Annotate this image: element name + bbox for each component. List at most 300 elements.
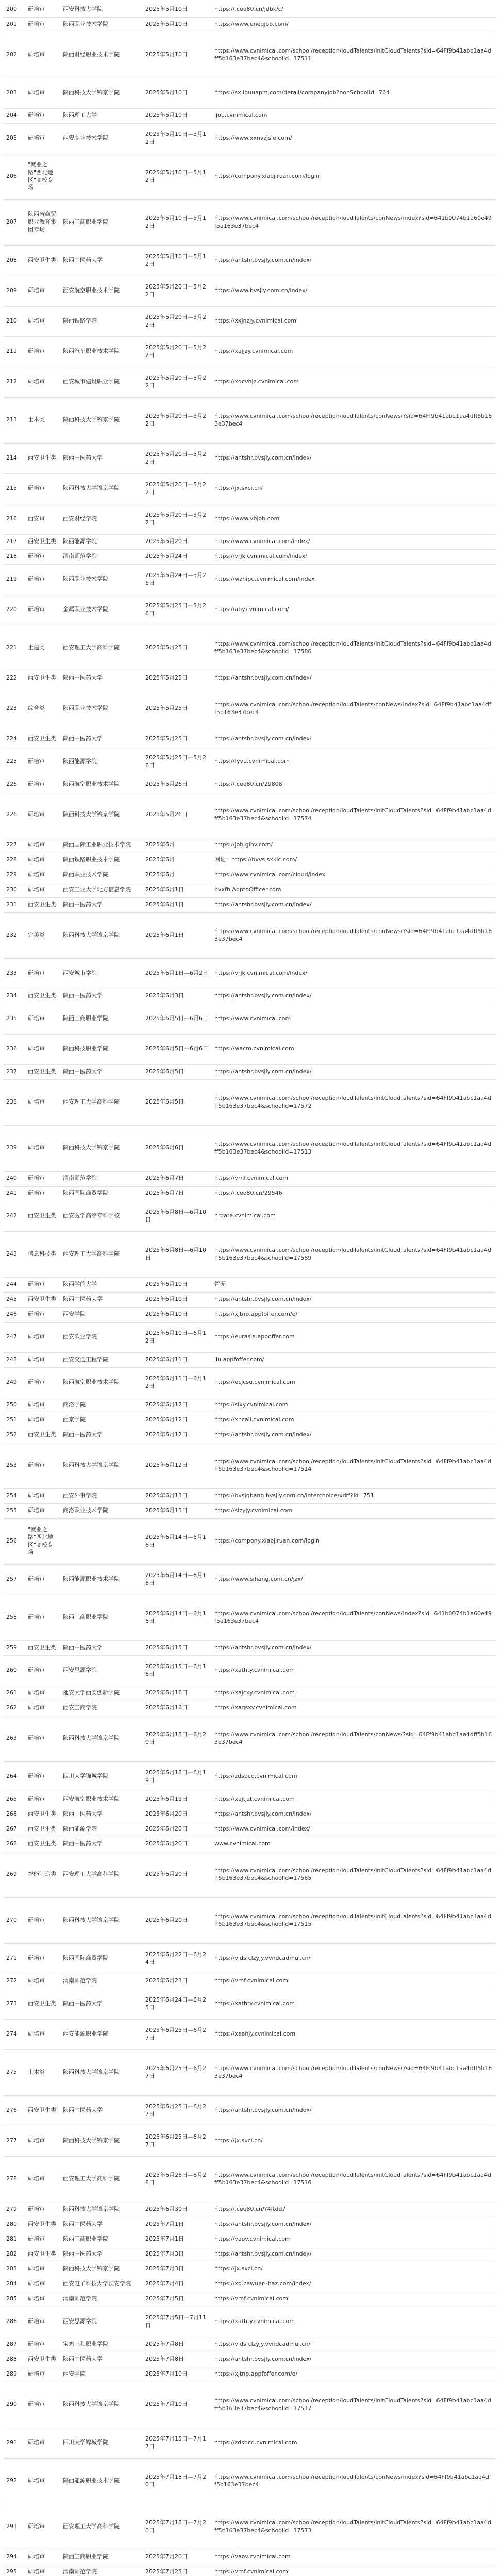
row-school: 西安科技大学院 (60, 2, 142, 17)
row-link[interactable]: https://xathty.cvnimical.com (211, 2307, 496, 2337)
row-link[interactable]: https://vidsfclzyjy.vvndcadmui.cn/ (211, 2337, 496, 2352)
row-link[interactable]: https://jx.sxci.cn/ (211, 2262, 496, 2277)
row-time: 2025年5月20日—5月22日 (142, 367, 211, 397)
row-time: 2025年6月20日 (142, 1837, 211, 1852)
row-link[interactable]: https://www.cvnimical.com/school/reception/loudTalents/conNews/?sid=64Ff9b41abc1aa4dff5b163e37bec4 (211, 2049, 496, 2095)
row-number: 205 (3, 123, 25, 154)
row-link[interactable]: https://xqcvhjz.cvnimical.com (211, 367, 496, 397)
row-category: 研培审 (25, 276, 60, 306)
row-category: 西安卫生类 (25, 1292, 60, 1307)
row-number: 284 (3, 2277, 25, 2292)
row-link[interactable]: https://xajcxy.cvnimical.com (211, 1686, 496, 1701)
row-number: 210 (3, 306, 25, 336)
row-school: 商洛学院 (60, 1398, 142, 1413)
row-school: 西安城市建设职业学院 (60, 367, 142, 397)
table-row (3, 2049, 496, 2095)
row-school: 陕西科技大学镐京学院 (60, 1443, 142, 1488)
row-category: 研培审 (25, 2232, 60, 2247)
row-category: 研培审 (25, 595, 60, 625)
row-link[interactable]: https://www.cvnimical.com/school/reception/loudTalents/conNews/index?sid=64Ff9b41abc1aa4dff5b163e37bec4 (211, 686, 496, 732)
table-row (3, 1518, 496, 1564)
table-row (3, 732, 496, 747)
table-row (3, 1064, 496, 1079)
row-time: 2025年6月12日 (142, 1413, 211, 1428)
row-link[interactable]: https://www.cvnimical.com/school/reception/loudTalents/initCloudTalents?sid=64Ff9b41abc1aa4dff5b163e37bec4&schoolId=17514 (211, 1443, 496, 1488)
row-school: 陕西中医药大学 (60, 989, 142, 1004)
row-school: 四川大学锦城学院 (60, 2428, 142, 2458)
row-time: 2025年6月7日 (142, 1171, 211, 1186)
row-link[interactable]: https://xxjnzjy.cvnimical.com (211, 306, 496, 336)
row-school: 陕西职业技术学院 (60, 17, 142, 32)
row-link[interactable]: https://xd.cawuer--haz.com/index/ (211, 2277, 496, 2292)
row-school: 渭南师范学院 (60, 2292, 142, 2307)
row-number: 248 (3, 1352, 25, 1367)
row-school: 四川大学锦城学院 (60, 1761, 142, 1792)
table-row (3, 1852, 496, 1897)
row-link[interactable]: 网址：https://bvvs.sxkic.com/ (211, 853, 496, 868)
row-time: 2025年5月24日—5月26日 (142, 564, 211, 595)
row-link[interactable]: https://zdsbcd.cvnimical.com (211, 2428, 496, 2458)
row-link[interactable]: https://www.cvnimical.com/school/reception/loudTalents/initCloudTalents?sid=64Ff9b41abc1aa4dff5b163e37bec4&schoolId=17516 (211, 2156, 496, 2202)
row-school: 陕西科技大学镐京学院 (60, 78, 142, 108)
row-time: 2025年6月 (142, 838, 211, 853)
row-link[interactable]: https://www.cvnimical.com/school/reception/loudTalents/conNews/?sid=64Ff9b41abc1aa4dff5b163e37bec4 (211, 1716, 496, 1761)
row-link[interactable]: https://vrnf.cvnimical.com (211, 1171, 496, 1186)
row-link[interactable]: https://fyvu.cvnimical.com (211, 747, 496, 777)
table-row (3, 17, 496, 32)
row-time: 2025年5月10日—5月12日 (142, 123, 211, 154)
row-category: 研培审 (25, 564, 60, 595)
row-time: 2025年5月20日—5月22日 (142, 306, 211, 336)
row-time: 2025年6月10日 (142, 1307, 211, 1322)
row-time: 2025年7月25日 (142, 2565, 211, 2576)
row-link[interactable]: https://xaahjy.cvnimical.com (211, 2019, 496, 2049)
row-school: 西安理工大学高科学院 (60, 625, 142, 671)
row-link[interactable]: https://www.cvnimical.com/school/reception/loudTalents/initCloudTalents?sid=64Ff9b41abc1aa4dff5b163e37bec4&schoolId=17511 (211, 32, 496, 78)
row-time: 2025年5月10日 (142, 108, 211, 123)
table-row (3, 154, 496, 199)
row-number: 282 (3, 2247, 25, 2262)
row-link[interactable]: https://xjtnp.appfoffer.com/e/ (211, 1307, 496, 1322)
row-link[interactable]: https://www.cvnimical.com/school/reception/loudTalents/conNews/?sid=64Ff9b41abc1aa4dff5b163e37bec4 (211, 912, 496, 958)
row-link[interactable]: https://aby.cvnimical.com/ (211, 595, 496, 625)
row-category: 研培审 (25, 2156, 60, 2202)
row-category: 研培审 (25, 306, 60, 336)
row-category: 研培审 (25, 1125, 60, 1171)
row-school: 陕西工商职业学院 (60, 2232, 142, 2247)
row-school: 陕西国际商贸学院 (60, 1943, 142, 1974)
row-number: 272 (3, 1974, 25, 1989)
row-link[interactable]: https://wzhipu.cvnimical.com/index (211, 564, 496, 595)
table-row (3, 2367, 496, 2382)
row-link[interactable]: https://antshr.bvsjly.com.cn/index/ (211, 1064, 496, 1079)
row-category: 西安卫生类 (25, 732, 60, 747)
row-link[interactable]: https://zdsbcd.cvnimical.com (211, 1761, 496, 1792)
row-number: 225 (3, 747, 25, 777)
row-number: 203 (3, 78, 25, 108)
row-school: 陕西科技大学镐京学院 (60, 912, 142, 958)
row-time: 2025年6月6日 (142, 1125, 211, 1171)
table-row (3, 2565, 496, 2576)
row-time: 2025年6月25日—6月27日 (142, 2126, 211, 2156)
row-time: 2025年6月20日 (142, 1897, 211, 1943)
row-link[interactable]: https://www.vbjob.com (211, 504, 496, 534)
row-link[interactable]: https://www.cvnimical.com (211, 1004, 496, 1034)
row-link[interactable]: https://xjtnp.appfoffer.com/e/ (211, 2367, 496, 2382)
row-category: 西安卫生类 (25, 1640, 60, 1655)
row-time: 2025年6月1日—6月2日 (142, 958, 211, 989)
row-link[interactable]: https://www.cvnimical.com/school/reception/loudTalents/initCloudTalents?sid=64Ff9b41abc1aa4dff5b163e37bec4&schoolId=17515 (211, 1897, 496, 1943)
row-school: 西安财经学院 (60, 504, 142, 534)
row-number: 295 (3, 2565, 25, 2576)
row-category: 研培审 (25, 1792, 60, 1807)
row-school: 陕西科技大学镐京学院 (60, 792, 142, 838)
row-school: 陕西科技大学镐京学院 (60, 473, 142, 504)
row-link[interactable]: https://.ceo80.cn/?4ftdd7 (211, 2202, 496, 2217)
row-link[interactable]: hrgate.cvnimical.com (211, 1201, 496, 1231)
row-category: 研培审 (25, 1503, 60, 1518)
row-number: 247 (3, 1322, 25, 1352)
row-link[interactable]: https://compony.xiaojiruan.com/login (211, 1518, 496, 1564)
row-link[interactable]: https://xncall.cvnimical.com (211, 1413, 496, 1428)
row-link[interactable]: https://www.cvnimical.com/cloud/index (211, 868, 496, 883)
row-school: 商洛职业技术学院 (60, 1503, 142, 1518)
row-category: 研培审 (25, 1307, 60, 1322)
row-category: 研培审 (25, 1079, 60, 1125)
table-row (3, 1034, 496, 1064)
row-time: 2025年6月23日 (142, 1974, 211, 1989)
row-link[interactable]: https://.ceo80.cn/29808 (211, 777, 496, 792)
row-link[interactable]: https://antshr.bvsjly.com.cn/index/ (211, 897, 496, 912)
row-link[interactable]: https://antshr.bvsjly.com.cn/index/ (211, 989, 496, 1004)
row-link[interactable]: https://www.cvnimical.com/school/reception/loudTalents/initCloudTalents?sid=64Ff9b41abc1aa4dff5b163e37bec4&schoolId=17589 (211, 1231, 496, 1277)
row-category: 研培审 (25, 883, 60, 897)
row-school: 陕西能源职业技术学院 (60, 1564, 142, 1595)
row-number: 285 (3, 2292, 25, 2307)
row-category: 研培审 (25, 2292, 60, 2307)
row-school (60, 1518, 142, 1564)
table-row (3, 1231, 496, 1277)
table-row (3, 912, 496, 958)
row-link[interactable]: https://antshr.bvsjly.com.cn/index/ (211, 245, 496, 276)
row-link[interactable]: https://xajjzy.cvnimical.com (211, 336, 496, 367)
row-link[interactable]: https://www.cvnimical.com/school/reception/loudTalents/initCloudTalents?sid=64Ff9b41abc1aa4dff5b163e37bec4&schoolId=17586 (211, 625, 496, 671)
row-link[interactable]: https://www.cvnimical.com/school/reception/loudTalents/initCloudTalents?sid=64Ff9b41abc1aa4dff5b163e37bec4&schoolId=17513 (211, 1125, 496, 1171)
row-time: 2025年5月20日—5月22日 (142, 397, 211, 443)
row-link[interactable]: https://.ceo80.cn/29546 (211, 1186, 496, 1201)
row-category: 研培审 (25, 1322, 60, 1352)
row-link[interactable]: https://bvsjgbang.bvsjly.com.cn/interchoice/xdtf?id=751 (211, 1488, 496, 1503)
row-time: 2025年6月20日 (142, 1822, 211, 1837)
row-link[interactable]: https://ecjcsu.cvnimical.com (211, 1367, 496, 1398)
row-link[interactable]: https://vrjk.cvnimical.com/index/ (211, 958, 496, 989)
row-category: 研培审 (25, 1352, 60, 1367)
row-time: 2025年5月25日 (142, 686, 211, 732)
row-link[interactable]: https://www.xxnvzjsie.com/ (211, 123, 496, 154)
row-category: 土木类 (25, 397, 60, 443)
row-category: 研培审 (25, 78, 60, 108)
row-category: 研培审 (25, 1004, 60, 1034)
row-number: 259 (3, 1640, 25, 1655)
row-time: 2025年6月14日—6月16日 (142, 1564, 211, 1595)
table-row (3, 2352, 496, 2367)
row-number: 268 (3, 1837, 25, 1852)
row-school: 陕西工商职业学院 (60, 1004, 142, 1034)
row-category: 研培审 (25, 1686, 60, 1701)
row-category: 研培审 (25, 1701, 60, 1716)
table-row (3, 686, 496, 732)
row-link[interactable]: https://slxy.cvnimical.com (211, 1398, 496, 1413)
row-school: 陕西中医药大学 (60, 245, 142, 276)
row-link[interactable]: https://antshr.bvsjly.com.cn/index/ (211, 1640, 496, 1655)
row-number: 236 (3, 1034, 25, 1064)
row-time: 2025年6月26日—6月28日 (142, 2156, 211, 2202)
row-school: 陕西国际工业职业技术学院 (60, 838, 142, 853)
table-row (3, 838, 496, 853)
row-number: 261 (3, 1686, 25, 1701)
row-time: 2025年7月10日 (142, 2382, 211, 2428)
row-link[interactable]: https://eurasia.appoffer.com (211, 1322, 496, 1352)
row-link[interactable]: https://www.cvnimical.com/school/reception/loudTalents/conNews/index?sid=641b0074b1a60e49f5a163e37bec4 (211, 1595, 496, 1640)
row-time: 2025年6月16日 (142, 1686, 211, 1701)
row-link[interactable]: https://www.cvnimical.com/school/reception/loudTalents/initCloudTalents?sid=64Ff9b41abc1aa4dff5b163e37bec4&schoolId=17565 (211, 1852, 496, 1897)
row-category: 综合类 (25, 686, 60, 732)
row-time: 2025年6月14日—6月16日 (142, 1595, 211, 1640)
row-time: 2025年5月26日 (142, 792, 211, 838)
row-time: 2025年5月24日 (142, 549, 211, 564)
row-link[interactable]: https://www.cvnimical.com/school/reception/loudTalents/conNews/?sid=64Ff9b41abc1aa4dff5b163e37bec4 (211, 397, 496, 443)
row-link[interactable]: https://antshr.bvsjly.com.cn/index/ (211, 443, 496, 473)
row-link[interactable]: bvxfb.ApptoOfficer.com (211, 883, 496, 897)
row-time: 2025年5月20日—5月22日 (142, 276, 211, 306)
row-category: 西安卫生类 (25, 1064, 60, 1079)
row-time: 2025年6月10日 (142, 1277, 211, 1292)
row-link[interactable]: https://antshr.bvsjly.com.cn/index/ (211, 1292, 496, 1307)
row-link[interactable]: https://sx.iguuapm.com/detail/companyJob?nonSchoolId=764 (211, 78, 496, 108)
row-link[interactable]: https://xagsxy.cvnimical.com (211, 1701, 496, 1716)
row-time: 2025年5月10日 (142, 17, 211, 32)
row-link[interactable]: https://www.cvnimical.com/school/reception/loudTalents/initCloudTalents?sid=64Ff9b41abc1aa4dff5b163e37bec4&schoolId=17573 (211, 2504, 496, 2550)
row-number: 290 (3, 2382, 25, 2428)
table-row (3, 1716, 496, 1761)
table-row (3, 1488, 496, 1503)
row-school: 陕西理工大学 (60, 108, 142, 123)
row-link[interactable]: https://slzyjy.cvnimical.com (211, 1503, 496, 1518)
row-number: 217 (3, 534, 25, 549)
table-row (3, 1428, 496, 1443)
table-row (3, 2382, 496, 2428)
table-row (3, 306, 496, 336)
row-link[interactable]: https://vidsfclzyjy.vvndcadmui.cn/ (211, 1943, 496, 1974)
row-link[interactable]: https://www.eneqjob.com/ (211, 17, 496, 32)
row-link[interactable]: https://jx.sxci.cn/ (211, 473, 496, 504)
table-row (3, 336, 496, 367)
row-number: 283 (3, 2262, 25, 2277)
row-link[interactable]: https://www.cvnimical.com/school/reception/loudTalents/initCloudTalents?sid=64Ff9b41abc1aa4dff5b163e37bec4&schoolId=17574 (211, 792, 496, 838)
row-category: 研培审 (25, 1488, 60, 1503)
table-row (3, 397, 496, 443)
row-time: 2025年6月11日—6月12日 (142, 1367, 211, 1398)
row-time: 2025年6月12日 (142, 1428, 211, 1443)
row-link[interactable]: https://vrnf.cvnimical.com (211, 2292, 496, 2307)
row-category: 研培审 (25, 1277, 60, 1292)
row-number: 263 (3, 1716, 25, 1761)
row-number: 235 (3, 1004, 25, 1034)
row-link[interactable]: https://jx.sxci.cn/ (211, 2126, 496, 2156)
row-time: 2025年6月15日—6月16日 (142, 1655, 211, 1686)
row-school: 渭南师范学院 (60, 2565, 142, 2576)
row-link[interactable]: https://vrnf.cvnimical.com (211, 2565, 496, 2576)
row-category: 智能制造类 (25, 1852, 60, 1897)
row-link[interactable]: https://vrnf.cvnimical.com (211, 1974, 496, 1989)
row-number: 287 (3, 2337, 25, 2352)
row-link[interactable]: https://antshr.bvsjly.com.cn/index/ (211, 1807, 496, 1822)
row-number: 278 (3, 2156, 25, 2202)
row-school: 西安思源学院 (60, 1655, 142, 1686)
row-link[interactable]: https://xathty.cvnimical.com (211, 1655, 496, 1686)
row-time: 2025年6月14日—6月16日 (142, 1518, 211, 1564)
row-category: "就业之路"西北地区"高校专场 (25, 154, 60, 199)
row-category: 西安卫生类 (25, 1822, 60, 1837)
row-link[interactable]: https://antshr.bvsjly.com.cn/index/ (211, 2217, 496, 2232)
row-number: 266 (3, 1807, 25, 1822)
row-category: 研培审 (25, 2504, 60, 2550)
table-row (3, 534, 496, 549)
table-row (3, 1564, 496, 1595)
row-link[interactable]: https://wacm.cvnimical.com (211, 1034, 496, 1064)
row-link[interactable]: jlu.appfoffer.com/ (211, 1352, 496, 1367)
row-time: 2025年6月24日—6月25日 (142, 1989, 211, 2019)
row-time: 2025年5月10日 (142, 2, 211, 17)
table-row (3, 2292, 496, 2307)
row-time: 2025年6月1日 (142, 897, 211, 912)
table-row (3, 1761, 496, 1792)
row-link[interactable]: https://antshr.bvsjly.com.cn/index/ (211, 1428, 496, 1443)
row-link[interactable]: https://xathty.cvnimical.com (211, 1989, 496, 2019)
row-school: 西安城市学院 (60, 958, 142, 989)
row-time: 2025年6月30日 (142, 2202, 211, 2217)
row-category: 西安卫生类 (25, 2217, 60, 2232)
row-time: 2025年7月20日 (142, 2550, 211, 2565)
table-row (3, 777, 496, 792)
table-row (3, 2262, 496, 2277)
row-category: 研培审 (25, 1761, 60, 1792)
table-row (3, 1989, 496, 2019)
table-row (3, 897, 496, 912)
table-row (3, 2202, 496, 2217)
row-link[interactable]: https://www.cvnimical.com/school/reception/loudTalents/initCloudTalents?sid=64Ff9b41abc1aa4dff5b163e37bec4&schoolId=17517 (211, 2382, 496, 2428)
table-row (3, 245, 496, 276)
row-category: 信息科技类 (25, 1231, 60, 1277)
row-link[interactable]: https://job.glhv.com/ (211, 838, 496, 853)
row-school: 陕西中医药大学 (60, 1837, 142, 1852)
row-category: 研培审 (25, 2367, 60, 2382)
row-link[interactable]: https://www.cvnimical.com/school/reception/loudTalents/initCloudTalents?sid=64Ff9b41abc1aa4dff5b163e37bec4&schoolId=17572 (211, 1079, 496, 1125)
row-time: 2025年6月12日 (142, 1398, 211, 1413)
row-time: 2025年5月20日 (142, 534, 211, 549)
row-link[interactable]: https://xajtjzt.cvnimical.com (211, 1792, 496, 1807)
row-link[interactable]: https://www.cvnimical.com/index/ (211, 534, 496, 549)
row-school: 陕西中医药大学 (60, 1989, 142, 2019)
row-link[interactable]: https://compony.xiaojiruan.com/login (211, 154, 496, 199)
table-row (3, 792, 496, 838)
row-time: 2025年6月5日 (142, 1079, 211, 1125)
row-link[interactable]: 暂无 (211, 1277, 496, 1292)
row-time: 2025年5月26日 (142, 777, 211, 792)
row-number: 212 (3, 367, 25, 397)
row-number: 281 (3, 2232, 25, 2247)
table-row (3, 1640, 496, 1655)
row-time: 2025年6月 (142, 853, 211, 868)
row-link[interactable]: www.cvnimical.com (211, 1837, 496, 1852)
row-category: 研培审 (25, 777, 60, 792)
row-link[interactable]: https://vaov.cvnimical.com (211, 2550, 496, 2565)
row-school: 陕西国际商贸学院 (60, 1186, 142, 1201)
row-school: 西安思源学院 (60, 2307, 142, 2337)
row-category: 研培审 (25, 2262, 60, 2277)
row-link[interactable]: https://www.cvnimical.com/school/reception/loudTalents/conNews/index?sid=64Ff9b41abc1aa4dff5b163e37bec4 (211, 2458, 496, 2504)
row-school: 陕西汽车职业技术学院 (60, 336, 142, 367)
row-school: 陕西工商职业学院 (60, 199, 142, 245)
row-link[interactable]: https://www.bvsjly.com.cn/index/ (211, 276, 496, 306)
row-school: 陕西能源学院 (60, 1822, 142, 1837)
row-link[interactable]: https://www.sihang.com.cn/jzx/ (211, 1564, 496, 1595)
row-category: 西安卫生类 (25, 2095, 60, 2126)
table-row (3, 1943, 496, 1974)
row-link[interactable]: https://antshr.bvsjly.com.cn/index/ (211, 2095, 496, 2126)
row-category: 西安卫生类 (25, 1989, 60, 2019)
row-time: 2025年7月15日—7月17日 (142, 2428, 211, 2458)
row-time: 2025年6月8日—6月10日 (142, 1201, 211, 1231)
row-category: 研培审 (25, 1367, 60, 1398)
row-school: 陕西中医药大学 (60, 732, 142, 747)
row-link[interactable]: https://antshr.bvsjly.com.cn/index/ (211, 671, 496, 686)
row-time: 2025年5月25日 (142, 732, 211, 747)
row-time: 2025年7月3日 (142, 2247, 211, 2262)
row-number: 246 (3, 1307, 25, 1322)
row-category: 西安卫生类 (25, 1428, 60, 1443)
row-link[interactable]: https://.ceo80.cn/jdbk/c/ (211, 2, 496, 17)
row-time: 2025年6月12日 (142, 1443, 211, 1488)
row-link[interactable]: https://antshr.bvsjly.com.cn/index/ (211, 732, 496, 747)
row-category: 研培审 (25, 2337, 60, 2352)
row-time: 2025年6月10日—6月12日 (142, 1322, 211, 1352)
row-link[interactable]: https://vrjk.cvnimical.com/index/ (211, 549, 496, 564)
row-link[interactable]: https://vaov.cvnimical.com (211, 2232, 496, 2247)
row-category: 研培审 (25, 2277, 60, 2292)
row-number: 223 (3, 686, 25, 732)
row-link[interactable]: https://antshr.bvsjly.com.cn/index/ (211, 2352, 496, 2367)
row-category: 西安卫生类 (25, 897, 60, 912)
row-number: 292 (3, 2458, 25, 2504)
row-school: 陕西中医药大学 (60, 1292, 142, 1307)
row-school: 陕西职业技术学院 (60, 868, 142, 883)
row-category: 研培审 (25, 2565, 60, 2576)
table-row (3, 989, 496, 1004)
row-school: 陕西中医药大学 (60, 897, 142, 912)
row-number: 216 (3, 504, 25, 534)
row-link[interactable]: https://www.cvnimical.com/school/reception/loudTalents/conNews/index?sid=641b0074b1a60e49f5a163e37bec4 (211, 199, 496, 245)
row-link[interactable]: https://antshr.bvsjly.com.cn/index/ (211, 2247, 496, 2262)
row-link[interactable]: https://www.cvnimical.com/index/ (211, 1822, 496, 1837)
row-link[interactable]: ljob.cvnimical.com (211, 108, 496, 123)
row-category: 研培审 (25, 2307, 60, 2337)
row-number: 252 (3, 1428, 25, 1443)
row-time: 2025年6月7日 (142, 1186, 211, 1201)
table-row (3, 1367, 496, 1398)
row-category: 西安卫生类 (25, 1837, 60, 1852)
row-category: 西安卫生类 (25, 245, 60, 276)
